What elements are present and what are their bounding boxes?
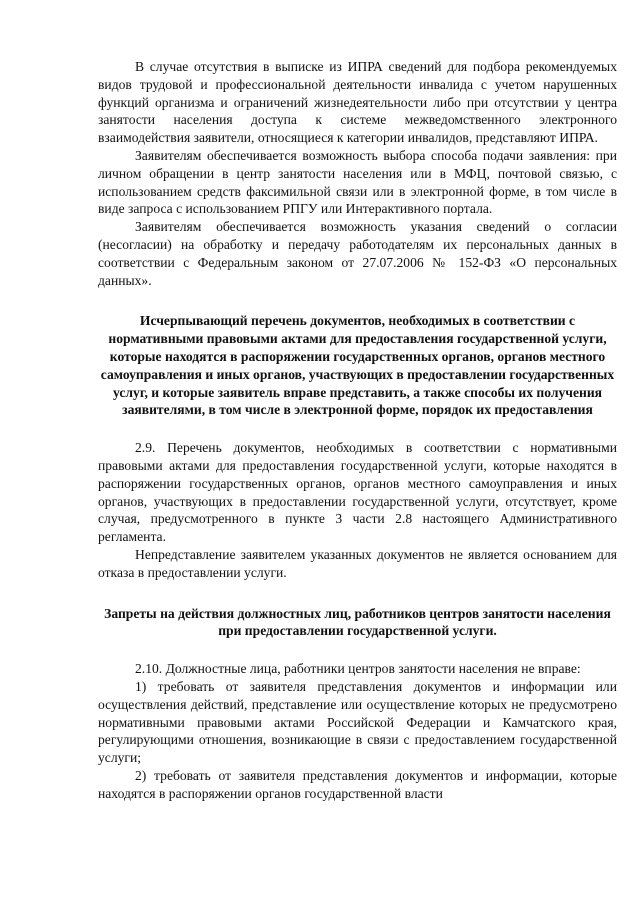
spacer [98,419,617,439]
paragraph-non-submission: Непредставление заявителем указанных документов не является основанием для отказа в предоставлении услуги. [98,546,617,580]
paragraph-2-9: 2.9. Перечень документов, необходимых в соответствии с нормативными правовыми актами для предоставления государственной услуги, которые находятся в распоряжении государственных органов, органов местного самоуправления и иных органов, участвующих в предоставлении государственной услуги, отсутствует, кроме случая, предусмотренного в пункте 3 части 2.8 настоящего Административного регламента. [98,440,617,545]
paragraph-submission-methods: Заявителям обеспечивается возможность выбора способа подачи заявления: при личном обращении в центр занятости населения или в МФЦ, почтовой связью, с использованием средств факсимильной связи или в электронной форме, в том числе в виде запроса с использованием РПГУ или Интерактивного портала. [98,147,617,217]
paragraph-personal-data-consent: Заявителям обеспечивается возможность указания сведений о согласии (несогласии) на обработку и передачу работодателям их персональных данных в соответствии с Федеральным законом от 27.07.2006 № 152-ФЗ «О персональных данных». [98,219,617,288]
spacer [98,582,617,605]
paragraph-2-10: 2.10. Должностные лица, работники центров занятости населения не вправе: [135,661,581,677]
paragraph-ipra-missing: В случае отсутствия в выписке из ИПРА сведений для подбора рекомендуемых видов трудовой и профессиональной деятельности инвалида с учетом нарушенных функций организма и ограничений жизнедеятельности либо при отсутствии у центра занятости населения доступа к системе межведомственного электронного взаимодействия заявители, относящиеся к категории инвалидов, представляют ИПРА. [98,59,617,146]
spacer [98,640,617,660]
section-heading-prohibitions: Запреты на действия должностных лиц, работников центров занятости населения при предоставлении государственной услуги. [104,605,611,639]
list-item-1: 1) требовать от заявителя представления документов и информации или осуществления действий, представление или осуществление которых не предусмотрено нормативными правовыми актами Российской Федерации и Камчатского края, регулирующими отношения, возникающие в связи с предоставлением государственной услуги; [98,678,617,766]
document-page [98,58,617,802]
section-heading-documents: Исчерпывающий перечень документов, необходимых в соответствии с нормативными правовыми актами для предоставления государственной услуги, которые находятся в распоряжении государственных органов, органов местного самоуправления и иных органов, участвующих в предоставлении государственных услуг, и которые заявитель вправе представить, а также способы их получения заявителями, в том числе в электронной форме, порядок их предоставления [100,313,615,418]
spacer [98,289,617,312]
list-item-2: 2) требовать от заявителя представления документов и информации, которые находятся в распоряжении органов государственной власти [98,767,617,801]
